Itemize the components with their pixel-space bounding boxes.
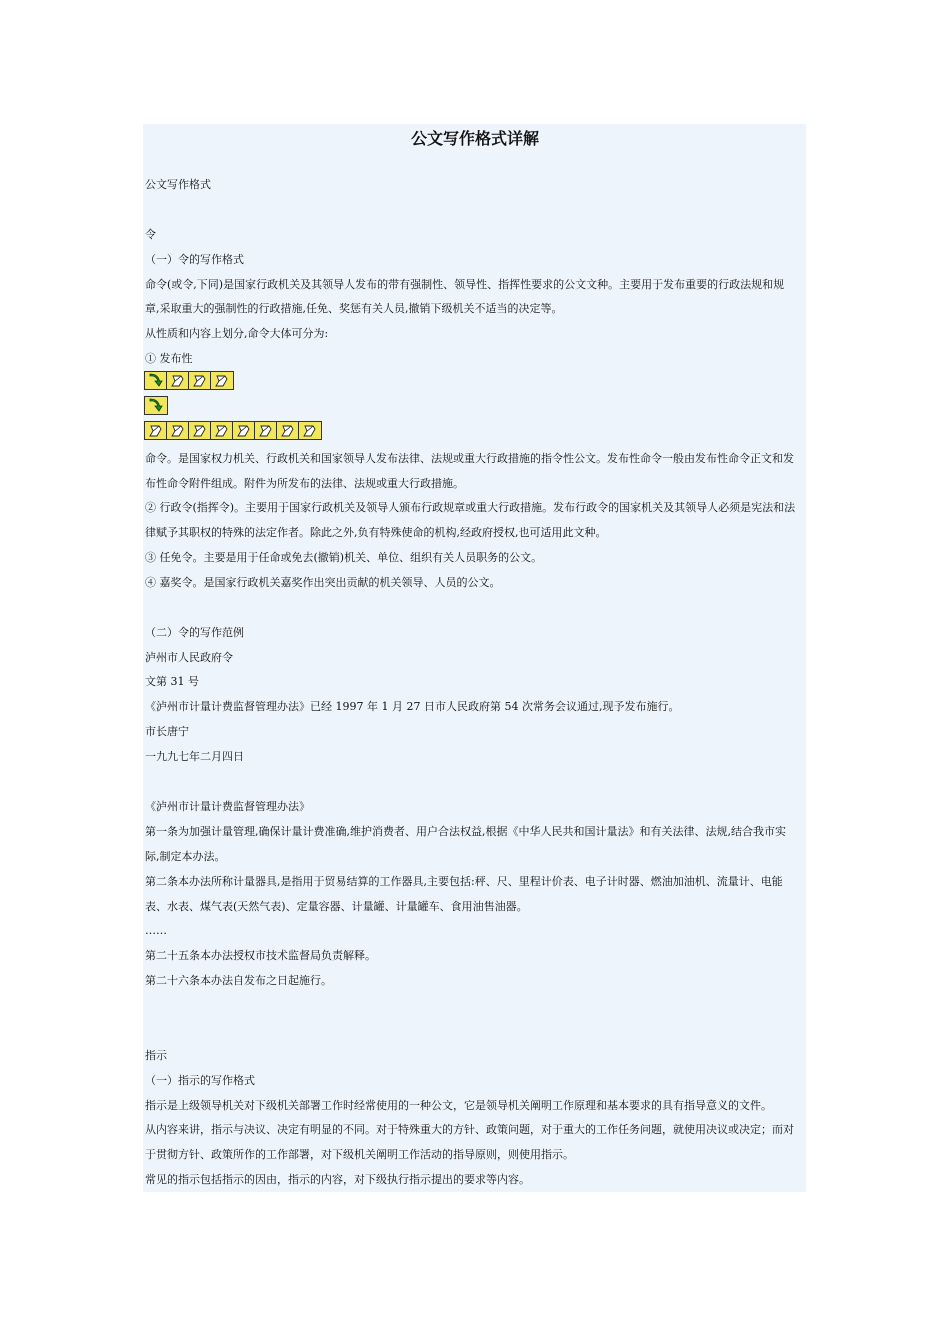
paragraph-line: 《泸州市计量计费监督管理办法》已经 1997 年 1 月 27 日市人民政府第 54 次常务会议通过,现予发布施行。 [145, 700, 680, 713]
scroll-icon [299, 422, 321, 439]
paragraph-line: 际,制定本办法。 [145, 850, 226, 863]
paragraph-line: 指示是上级领导机关对下级机关部署工作时经常使用的一种公文，它是领导机关阐明工作原理和基本要求的具有指导意义的文件。 [145, 1099, 772, 1112]
list-item: ④ 嘉奖令。是国家行政机关嘉奖作出突出贡献的机关领导、人员的公文。 [145, 576, 501, 589]
scroll-icon [189, 372, 211, 389]
scroll-icon [167, 372, 189, 389]
paragraph-line: 从性质和内容上划分,命令大体可分为: [145, 327, 329, 340]
scroll-icon [145, 422, 167, 439]
arrow-green-icon [145, 397, 167, 414]
scroll-icon [189, 422, 211, 439]
scroll-icon [277, 422, 299, 439]
section-heading: 指示 [145, 1049, 167, 1062]
icon-row [144, 396, 168, 415]
document-title: 公文写作格式详解 [410, 129, 539, 148]
paragraph-line: 第二条本办法所称计量器具,是指用于贸易结算的工作器具,主要包括:秤、尺、里程计价表、电子计时器、燃油加油机、流量计、电能 [145, 875, 783, 888]
subtitle: 公文写作格式 [145, 178, 211, 191]
paragraph-line: 常见的指示包括指示的因由，指示的内容，对下级执行指示提出的要求等内容。 [145, 1173, 530, 1186]
icon-row [144, 421, 322, 440]
scroll-icon [233, 422, 255, 439]
paragraph-line: 章,采取重大的强制性的行政措施,任免、奖惩有关人员,撤销下级机关不适当的决定等。 [145, 302, 563, 315]
list-item: ③ 任免令。主要是用于任命或免去(撤销)机关、单位、组织有关人员职务的公文。 [145, 551, 543, 564]
paragraph-line: 一九九七年二月四日 [145, 750, 244, 763]
paragraph-line: 文第 31 号 [145, 675, 199, 688]
scroll-icon [211, 372, 233, 389]
paragraph-line: 命令(或令,下同)是国家行政机关及其领导人发布的带有强制性、领导性、指挥性要求的公文文种。主要用于发布重要的行政法规和规 [145, 278, 785, 291]
list-item: ② 行政令(指挥令)。主要用于国家行政机关及领导人颁布行政规章或重大行政措施。发布行政令的国家机关及其领导人必须是宪法和法 [145, 501, 796, 514]
paragraph-line: 第二十五条本办法授权市技术监督局负责解释。 [145, 949, 376, 962]
paragraph-line: 泸州市人民政府令 [145, 651, 233, 664]
subsection-heading: （一）指示的写作格式 [145, 1074, 255, 1087]
scroll-icon [211, 422, 233, 439]
paragraph-line: 布性命令附件组成。附件为所发布的法律、法规或重大行政措施。 [145, 477, 464, 490]
icon-row [144, 371, 234, 390]
paragraph-line: 第二十六条本办法自发布之日起施行。 [145, 974, 332, 987]
paragraph-line: 律赋予其职权的特殊的法定作者。除此之外,负有特殊使命的机构,经政府授权,也可适用此文种。 [145, 526, 607, 539]
scroll-icon [167, 422, 189, 439]
paragraph-line: 《泸州市计量计费监督管理办法》 [145, 800, 310, 813]
scroll-icon [255, 422, 277, 439]
paragraph-line: 于贯彻方针、政策所作的工作部署，对下级机关阐明工作活动的指导原则，则使用指示。 [145, 1148, 574, 1161]
ellipsis: …… [145, 924, 167, 937]
subsection-heading: （一）令的写作格式 [145, 253, 244, 266]
paragraph-line: 命令。是国家权力机关、行政机关和国家领导人发布法律、法规或重大行政措施的指令性公文。发布性命令一般由发布性命令正文和发 [145, 452, 794, 465]
section-heading: 令 [145, 228, 156, 241]
paragraph-line: 从内容来讲，指示与决议、决定有明显的不同。对于特殊重大的方针、政策问题，对于重大的工作任务问题，就使用决议或决定；而对 [145, 1123, 794, 1136]
paragraph-line: 市长唐宁 [145, 725, 189, 738]
paragraph-line: 表、水表、煤气表(天然气表)、定量容器、计量罐、计量罐车、食用油售油器。 [145, 900, 528, 913]
list-item: ① 发布性 [145, 352, 193, 365]
subsection-heading: （二）令的写作范例 [145, 626, 244, 639]
paragraph-line: 第一条为加强计量管理,确保计量计费准确,维护消费者、用户合法权益,根据《中华人民共和国计量法》和有关法律、法规,结合我市实 [145, 825, 786, 838]
arrow-green-icon [145, 372, 167, 389]
